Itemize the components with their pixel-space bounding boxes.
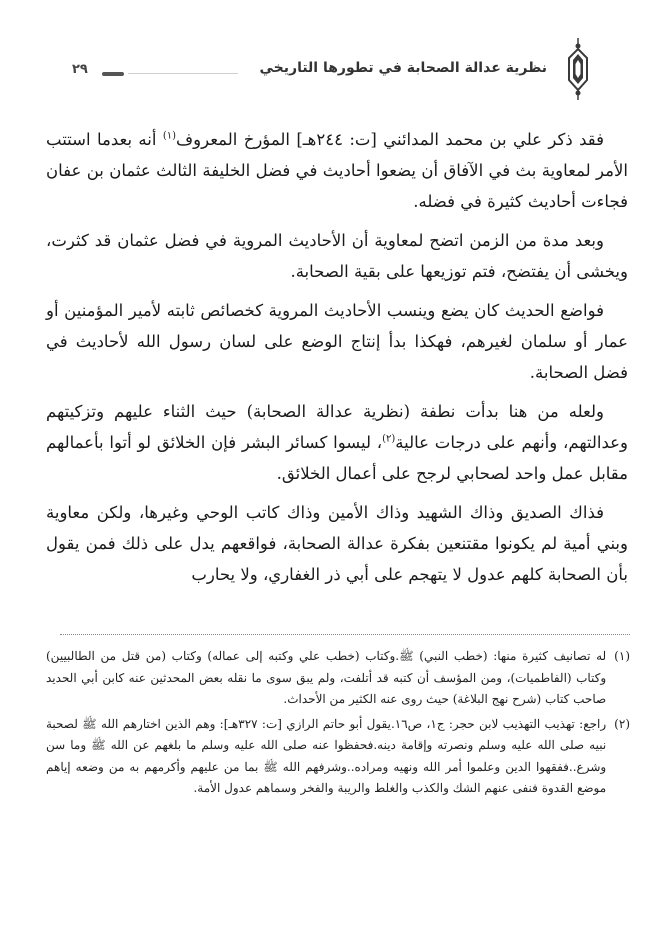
- footnote-2: [46, 714, 630, 800]
- footnote-marker: (١): [614, 649, 630, 663]
- paragraph-text: ، ليسوا كسائر البشر فإن الخلائق لو أتوا بأعمالهم مقابل عمل واحد لصحابي لرجح على أعمال الخلائق.: [46, 433, 628, 483]
- footnote-separator: [60, 634, 630, 635]
- ornament-lantern-icon: [565, 38, 591, 100]
- footnote-text: له تصانيف كثيرة منها: (خطب النبي) ﷺ.وكتاب (خطب علي وكتبه إلى عماله) وكتاب (من قتل من الطالبيين) وكتاب (الفاطميات)، ومن المؤسف أن كتبه قد أتلفت، ولم يبق سوى ما نقله بعض المحدثين عنه كابن أبي الحديد صاحب كتاب (شرح نهج البلاغة) حيث روى عنه الكثير من الأحداث.: [46, 649, 607, 706]
- paragraph-text: ولعله من هنا بدأت نطفة (نظرية عدالة الصحابة) حيث الثناء عليهم وتزكيتهم وعدالتهم، وأنهم على درجات عالية: [46, 402, 628, 452]
- paragraph-text: أنه بعدما استتب الأمر لمعاوية بث في الآفاق أن يضعوا أحاديث في فضل الخليفة الثالث عثمان بن عفان فجاءت أحاديث كثيرة في فضله.: [46, 130, 628, 211]
- main-text: [46, 124, 628, 598]
- footnote-marker: (٢): [614, 716, 630, 731]
- page-header: [0, 38, 669, 108]
- running-title: نظرية عدالة الصحابة في تطورها التاريخي: [259, 60, 547, 76]
- footnote-text: راجع: تهذيب التهذيب لابن حجر: ج١، ص١٦.يقول أبو حاتم الرازي [ت: ٣٢٧هـ]: وهم الذين اختارهم الله ﷺ لصحبة نبيه صلى الله عليه وسلم ونصرته وإقامة دينه.فحفظوا عنه صلى الله عليه وسلم ما بلغهم عن الله ﷺ وما سن وشرع..ففقهوا الدين وعلموا أمر الله ونهيه ومراده..وشرفهم الله ﷺ بما من عليهم وأكرمهم به من وضعه إياهم موضع القدوة فنفى عنهم الشك والكذب والغلط والريبة والفخر وسماهم عدول الأمة.: [46, 716, 607, 795]
- paragraph-2: وبعد مدة من الزمن اتضح لمعاوية أن الأحاديث المروية في فضل عثمان قد كثرت، ويخشى أن يفتضح، فتم توزيعها على بقية الصحابة.: [46, 231, 628, 281]
- footnote-1: [46, 646, 630, 711]
- paragraph-3: فواضع الحديث كان يضع وينسب الأحاديث المروية كخصائص ثابته لأمير المؤمنين أو عمار أو سلمان لغيرهم، فهكذا بدأ إنتاج الوضع على لسان رسول الله لأحاديث في فضل الصحابة.: [46, 301, 628, 382]
- page-number-dash: [102, 72, 124, 76]
- paragraph-5: فذاك الصديق وذاك الشهيد وذاك الأمين وذاك كاتب الوحي وغيرها، ولكن معاوية وبني أمية لم يكونوا مقتنعين بفكرة عدالة الصحابة، فواقعهم يدل على ذلك فمن يقول بأن الصحابة كلهم عدول لا يتهجم على أبي ذر الغفاري، ولا يحارب: [46, 503, 628, 584]
- header-divider: [128, 73, 238, 74]
- paragraph-text: فقد ذكر علي بن محمد المدائني [ت: ٢٤٤هـ] المؤرخ المعروف: [176, 130, 604, 149]
- footnotes: [46, 646, 630, 803]
- page-number: ٢٩: [72, 62, 88, 77]
- footnote-reference-1[interactable]: (١): [162, 130, 177, 142]
- paragraph-4: [46, 396, 628, 489]
- footnote-reference-2[interactable]: (٢): [382, 433, 396, 445]
- paragraph-1: [46, 124, 628, 217]
